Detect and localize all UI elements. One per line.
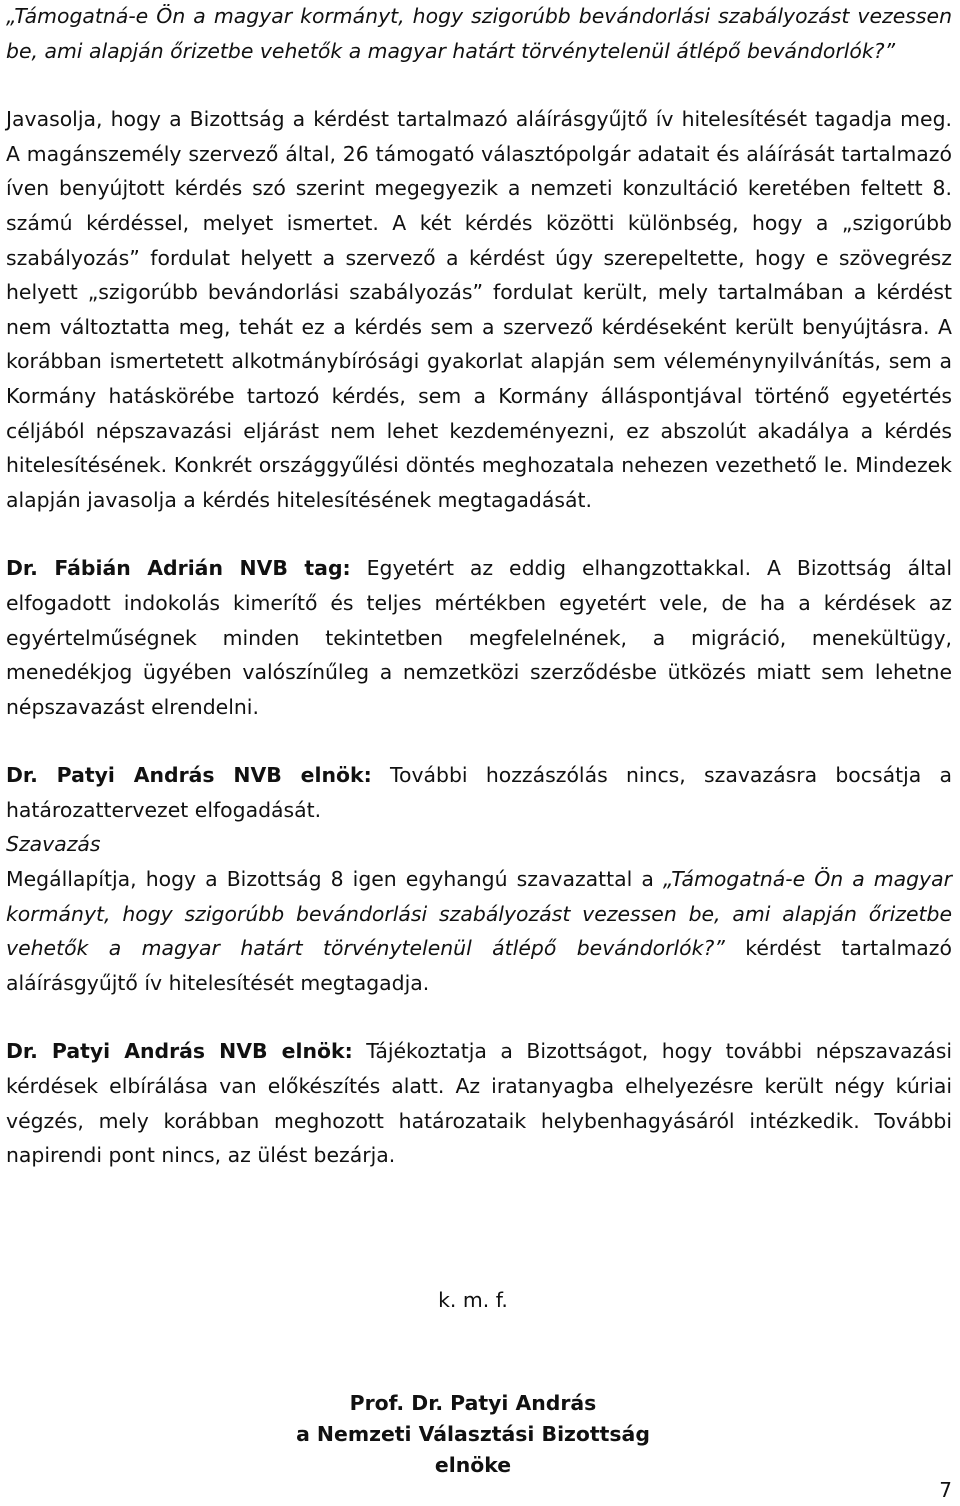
question-quote: „Támogatná-e Ön a magyar kormányt, hogy szigorúbb bevándorlási szabályozást vezessen be, ami alapján őrizetbe vehetők a magyar határt törvénytelenül átlépő bevándorlók?”: [6, 4, 952, 63]
statement-text: További hozzászólás nincs, szavazásra bocsátja a határozattervezet elfogadását.: [6, 763, 952, 822]
speaker-label: Dr. Patyi András NVB elnök:: [6, 763, 372, 788]
signature-role: elnöke: [434, 1453, 512, 1477]
vote-result-after: kérdést tartalmazó aláírásgyűjtő ív hitelesítését megtagadja.: [6, 936, 952, 995]
signature-title: a Nemzeti Választási Bizottság: [296, 1422, 650, 1446]
vote-result-quote: „Támogatná-e Ön a magyar kormányt, hogy szigorúbb bevándorlási szabályozást vezessen be, ami alapján őrizetbe vehetők a magyar határt törvénytelenül átlépő bevándorlók?”: [6, 867, 953, 961]
signature-block: [0, 1388, 946, 1481]
signature-name: Prof. Dr. Patyi András: [349, 1391, 597, 1415]
kmf-mark: k. m. f.: [438, 1288, 508, 1312]
speaker-label: Dr. Patyi András NVB elnök:: [6, 1039, 353, 1064]
spacer: [6, 724, 952, 758]
spacer: [6, 1000, 952, 1034]
vote-result: [6, 862, 952, 1000]
spacer: [6, 517, 952, 551]
recommendation-paragraph: Javasolja, hogy a Bizottság a kérdést tartalmazó aláírásgyűjtő ív hitelesítését tagadja meg. A magánszemély szervező által, 26 támogató választópolgár adatait és aláírását tartalmazó íven benyújtott kérdés szó szerint megegyezik a nemzeti konzultáció keretében feltett 8. számú kérdéssel, melyet ismertet. A két kérdés közötti különbség, hogy a „szigorúbb szabályozás” fordulat helyett a szervező a kérdést úgy szerepeltette, hogy e szövegrész helyett „szigorúbb bevándorlási szabályozás” fordulat került, mely tartalmában a kérdést nem változtatta meg, tehát ez a kérdés sem a szervező kérdéseként került benyújtásra. A korábban ismertetett alkotmánybírósági gyakorlat alapján sem véleménynyilvánítás, sem a Kormány hatáskörébe tartozó kérdés, sem a Kormány álláspontjával történő egyetértés céljából népszavazási eljárást nem lehet kezdeményezni, ez abszolút akadálya a kérdés hitelesítésének. Konkrét országgyűlési döntés meghozatala nehezen vezethető le. Mindezek alapján javasolja a kérdés hitelesítésének megtagadását.: [6, 107, 952, 512]
vote-heading: Szavazás: [6, 832, 101, 857]
page-number: 7: [939, 1478, 952, 1502]
fabian-statement: [6, 551, 952, 724]
document-page: [6, 0, 952, 1173]
speaker-label: Dr. Fábián Adrián NVB tag:: [6, 556, 351, 581]
statement-text: Egyetért az eddig elhangzottakkal. A Bizottság által elfogadott indokolás kimerítő és teljes mértékben egyetért vele, de ha a kérdések az egyértelműségnek minden tekintetben megfelelnének, a migráció, menekültügy, menedékjog ügyében valószínűleg a nemzetközi szerződésbe ütközés miatt sem lehetne népszavazást elrendelni.: [6, 556, 952, 719]
spacer: [6, 68, 952, 102]
statement-text: Tájékoztatja a Bizottságot, hogy további népszavazási kérdések elbírálása van előkészítés alatt. Az iratanyagba elhelyezésre került négy kúriai végzés, mely korábban meghozott határozataik helybenhagyásáról intézkedik. További napirendi pont nincs, az ülést bezárja.: [6, 1039, 953, 1168]
vote-result-before: Megállapítja, hogy a Bizottság 8 igen egyhangú szavazattal a: [6, 867, 663, 892]
patyi-vote-statement: [6, 758, 952, 827]
patyi-closing-statement: [6, 1034, 952, 1172]
